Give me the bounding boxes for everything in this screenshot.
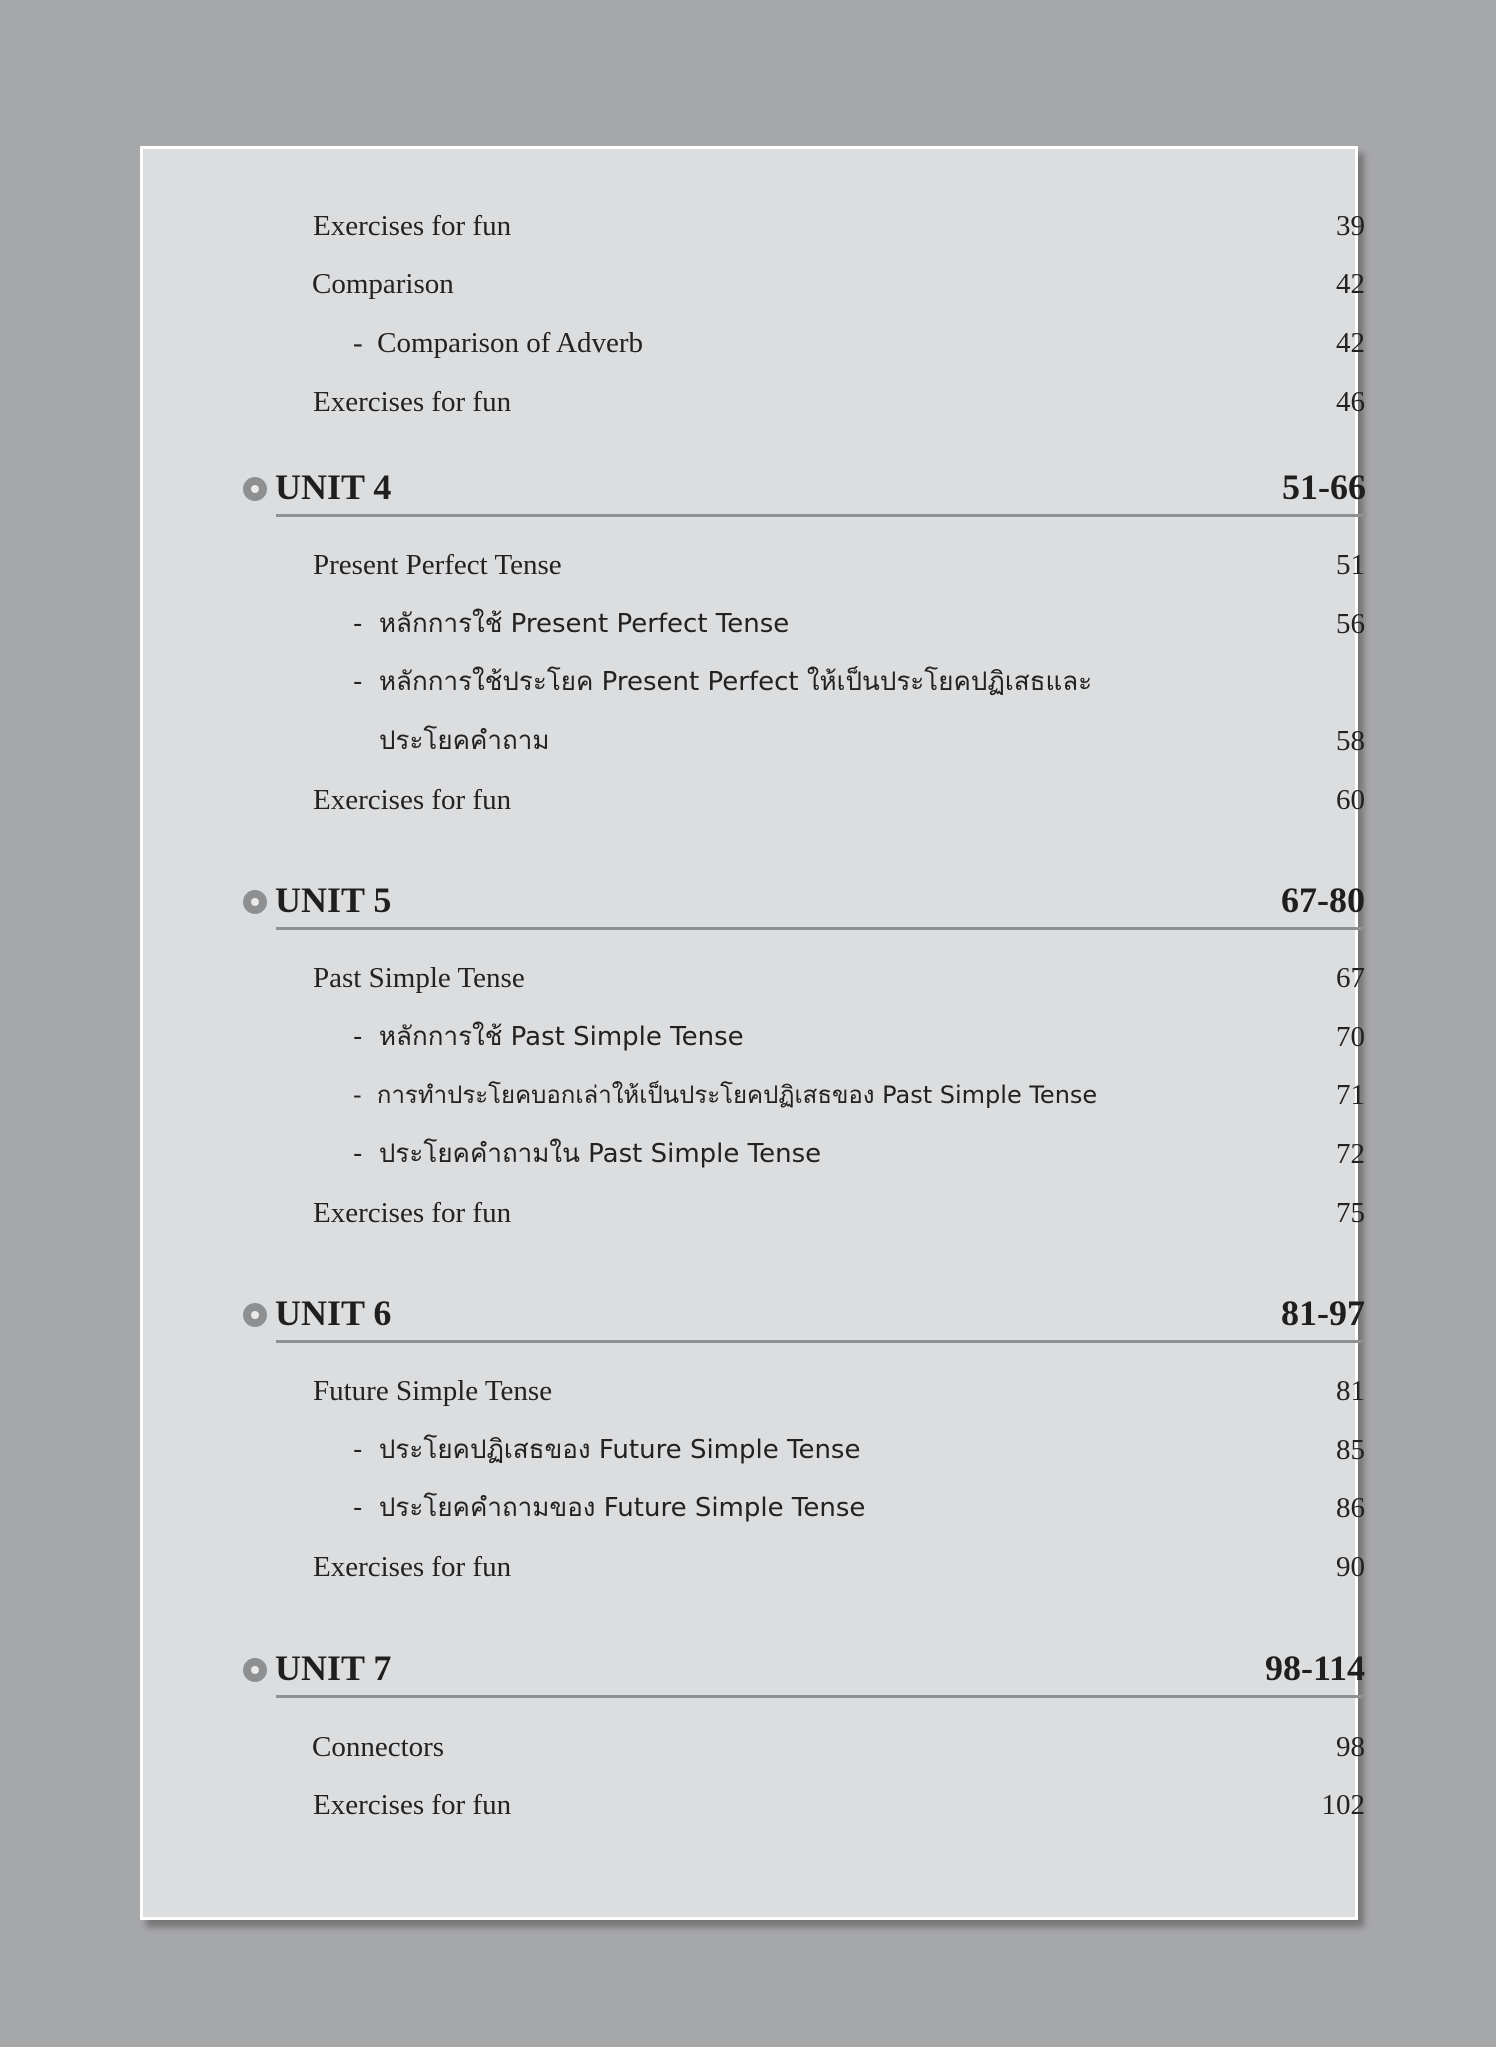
toc-entry-text: - หลักการใช้ Past Simple Tense <box>353 1022 744 1052</box>
toc-subentry <box>313 604 1365 644</box>
toc-entry-text: Present Perfect Tense <box>313 549 562 581</box>
toc-entry <box>313 382 1365 422</box>
toc-entry-text: Exercises for fun <box>313 1197 512 1229</box>
toc-entry <box>313 958 1365 998</box>
bullet-circle-icon <box>243 890 267 914</box>
unit-divider <box>276 514 1366 517</box>
toc-entry-page: 60 <box>1336 784 1365 816</box>
unit-divider <box>276 1695 1365 1698</box>
toc-entry-page: 56 <box>1336 608 1365 640</box>
toc-entry-text: Exercises for fun <box>313 1551 512 1583</box>
unit-divider <box>276 927 1365 930</box>
toc-entry-page: 58 <box>1336 725 1365 757</box>
toc-entry-text: - ประโยคคำถามใน Past Simple Tense <box>353 1139 822 1169</box>
unit-title: UNIT 6 <box>275 1293 392 1333</box>
toc-entry <box>313 1371 1365 1411</box>
toc-entry <box>313 780 1365 820</box>
toc-entry-page: 51 <box>1336 549 1365 581</box>
bullet-circle-icon <box>243 1303 267 1327</box>
unit-page-range: 67-80 <box>1281 880 1365 920</box>
unit-title: UNIT 4 <box>275 467 392 507</box>
toc-entry <box>312 264 1365 304</box>
toc-entry-text: - หลักการใช้ Present Perfect Tense <box>353 609 790 639</box>
toc-entry <box>313 545 1365 585</box>
toc-entry-text: Connectors <box>312 1731 445 1763</box>
toc-subentry-continuation <box>313 721 1365 761</box>
toc-entry-text: Exercises for fun <box>313 210 512 242</box>
toc-entry-page: 98 <box>1336 1731 1365 1763</box>
toc-entry-page: 46 <box>1336 386 1365 418</box>
unit-title: UNIT 7 <box>275 1648 392 1688</box>
toc-entry <box>312 1727 1365 1767</box>
toc-entry-page: 81 <box>1336 1375 1365 1407</box>
toc-entry-page: 90 <box>1336 1551 1365 1583</box>
toc-entry-text: ประโยคคำถาม <box>379 726 550 756</box>
toc-entry-text: Future Simple Tense <box>313 1375 553 1407</box>
unit-heading <box>243 875 1365 925</box>
unit-heading <box>243 1288 1365 1338</box>
toc-entry-text: Exercises for fun <box>313 386 512 418</box>
toc-entry-page: 72 <box>1336 1138 1365 1170</box>
toc-entry <box>313 1547 1365 1587</box>
toc-entry-page: 70 <box>1336 1021 1365 1053</box>
toc-entry-page: 67 <box>1336 962 1365 994</box>
toc-entry <box>313 1785 1365 1825</box>
unit-heading <box>243 462 1366 512</box>
toc-subentry <box>313 1488 1365 1528</box>
toc-entry-text: Exercises for fun <box>313 1789 512 1821</box>
toc-entry-text: - ประโยคคำถามของ Future Simple Tense <box>353 1493 866 1523</box>
toc-entry-text: Past Simple Tense <box>313 962 525 994</box>
toc-entry-text: - ประโยคปฏิเสธของ Future Simple Tense <box>353 1435 861 1465</box>
toc-entry-text: - การทำประโยคบอกเล่าให้เป็นประโยคปฏิเสธของ Past Simple Tense <box>353 1081 1098 1109</box>
toc-entry-page: 39 <box>1336 210 1365 242</box>
toc-subentry <box>313 1134 1365 1174</box>
toc-page <box>140 146 1366 1920</box>
toc-subentry <box>313 323 1365 363</box>
unit-title: UNIT 5 <box>275 880 392 920</box>
unit-divider <box>276 1340 1365 1343</box>
toc-entry-text: - Comparison of Adverb <box>353 327 643 359</box>
toc-subentry <box>313 662 1365 702</box>
toc-entry-text: Comparison <box>312 268 454 300</box>
toc-entry <box>313 1193 1365 1233</box>
toc-entry-page: 85 <box>1336 1434 1365 1466</box>
unit-page-range: 81-97 <box>1281 1293 1365 1333</box>
unit-page-range: 98-114 <box>1264 1648 1365 1688</box>
toc-entry-text: - หลักการใช้ประโยค Present Perfect ให้เป็นประโยคปฏิเสธและ <box>353 667 1093 697</box>
toc-subentry <box>313 1075 1365 1115</box>
unit-heading <box>243 1643 1365 1693</box>
toc-entry-page: 42 <box>1336 268 1365 300</box>
toc-subentry <box>313 1430 1365 1470</box>
toc-entry-page: 86 <box>1336 1492 1365 1524</box>
toc-entry-page: 71 <box>1336 1079 1365 1111</box>
toc-entry-page: 75 <box>1336 1197 1365 1229</box>
bullet-circle-icon <box>243 1658 267 1682</box>
toc-entry-page: 42 <box>1336 327 1365 359</box>
toc-entry-text: Exercises for fun <box>313 784 512 816</box>
toc-subentry <box>313 1017 1365 1057</box>
bullet-circle-icon <box>243 477 267 501</box>
toc-entry-page: 102 <box>1321 1789 1365 1821</box>
toc-entry <box>313 206 1365 246</box>
unit-page-range: 51-66 <box>1282 467 1366 507</box>
